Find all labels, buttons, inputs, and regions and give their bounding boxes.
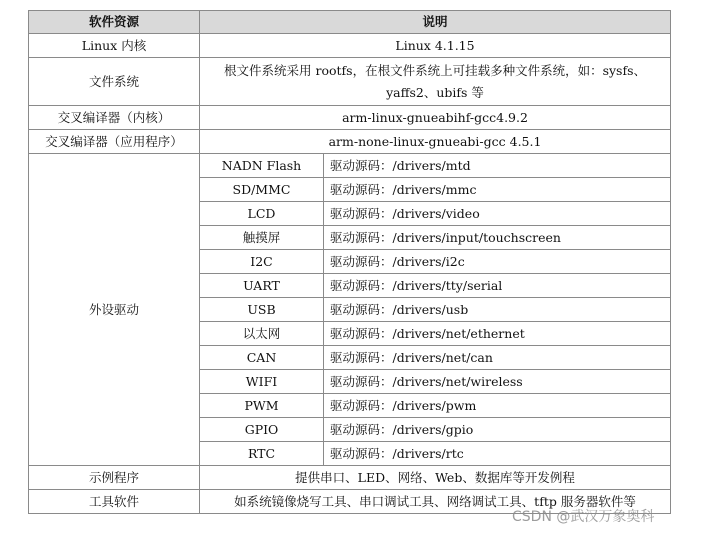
driver-name: WIFI [200,370,324,394]
header-row [29,11,671,34]
row-value: 提供串口、LED、网络、Web、数据库等开发例程 [200,466,671,490]
row-value: Linux 4.1.15 [200,34,671,58]
driver-path: 驱动源码：/drivers/mmc [324,178,671,202]
row-value: arm-linux-gnueabihf-gcc4.9.2 [200,106,671,130]
driver-path: 驱动源码：/drivers/net/ethernet [324,322,671,346]
driver-name: CAN [200,346,324,370]
driver-path: 驱动源码：/drivers/pwm [324,394,671,418]
driver-path: 驱动源码：/drivers/input/touchscreen [324,226,671,250]
row-label: 示例程序 [29,466,200,490]
driver-row [29,154,671,178]
driver-path: 驱动源码：/drivers/net/wireless [324,370,671,394]
driver-name: PWM [200,394,324,418]
driver-path: 驱动源码：/drivers/tty/serial [324,274,671,298]
driver-name: 以太网 [200,322,324,346]
driver-path: 驱动源码：/drivers/mtd [324,154,671,178]
table-row [29,466,671,490]
driver-name: I2C [200,250,324,274]
driver-path: 驱动源码：/drivers/gpio [324,418,671,442]
table-row [29,58,671,106]
driver-name: LCD [200,202,324,226]
table-row [29,34,671,58]
driver-name: GPIO [200,418,324,442]
row-value: arm-none-linux-gnueabi-gcc 4.5.1 [200,130,671,154]
software-resources-table [28,10,671,514]
row-label: 文件系统 [29,58,200,106]
driver-name: 触摸屏 [200,226,324,250]
table-row [29,130,671,154]
driver-name: NADN Flash [200,154,324,178]
row-label: 工具软件 [29,490,200,514]
row-value: 如系统镜像烧写工具、串口调试工具、网络调试工具、tftp 服务器软件等 [200,490,671,514]
driver-path: 驱动源码：/drivers/net/can [324,346,671,370]
peripheral-driver-label: 外设驱动 [29,154,200,466]
csdn-watermark: CSDN @武汉万象奥科 [512,509,655,525]
row-label: 交叉编译器（内核） [29,106,200,130]
driver-name: SD/MMC [200,178,324,202]
driver-path: 驱动源码：/drivers/usb [324,298,671,322]
table-row [29,106,671,130]
driver-name: UART [200,274,324,298]
row-value: 根文件系统采用 rootfs，在根文件系统上可挂载多种文件系统，如：sysfs、yaffs2、ubifs 等 [200,58,671,106]
driver-name: RTC [200,442,324,466]
driver-path: 驱动源码：/drivers/rtc [324,442,671,466]
header-description: 说明 [200,11,671,34]
row-label: 交叉编译器（应用程序） [29,130,200,154]
header-software-resource: 软件资源 [29,11,200,34]
driver-path: 驱动源码：/drivers/i2c [324,250,671,274]
row-label: Linux 内核 [29,34,200,58]
driver-name: USB [200,298,324,322]
driver-path: 驱动源码：/drivers/video [324,202,671,226]
